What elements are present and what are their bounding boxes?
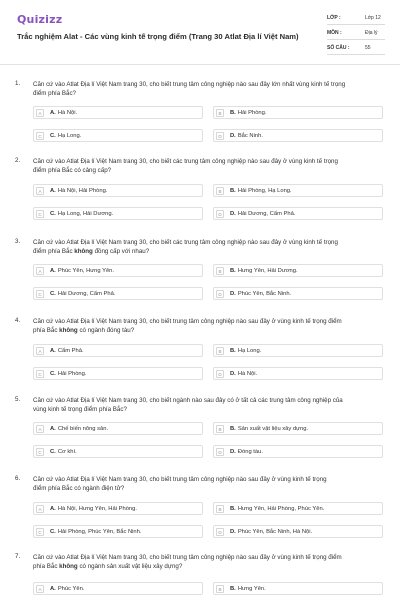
question-line: phía Bắc không có ngành sản xuất vật liệu xây dựng? — [33, 563, 183, 570]
question-line: vùng kinh tế trọng điểm phía Bắc? — [33, 406, 127, 413]
question-number: 1. — [15, 80, 21, 87]
question-line: điểm phía Bắc có cảng cấp? — [33, 167, 112, 174]
question-number: 2. — [15, 157, 21, 164]
divider — [327, 39, 385, 40]
option-label: D. Đóng tàu. — [230, 449, 263, 455]
question-number: 3. — [15, 238, 21, 245]
option-letter: A — [36, 505, 44, 513]
option-letter: D — [216, 448, 224, 456]
option-label: A. Phúc Yên, Hưng Yên. — [50, 268, 115, 274]
option-label: C. Hải Dương, Cẩm Phả. — [50, 291, 116, 297]
option-a[interactable] — [33, 422, 203, 435]
option-letter: A — [36, 347, 44, 355]
option-d[interactable] — [213, 367, 383, 380]
meta-grade — [327, 14, 385, 25]
question-line: Căn cứ vào Atlat Địa lí Việt Nam trang 30, cho biết ngành nào sau đây có ở tất cả các trung tâm công nghiệp của — [33, 397, 343, 404]
option-label: A. Hà Nội, Hải Phòng. — [50, 188, 108, 194]
divider — [327, 24, 385, 25]
option-a[interactable] — [33, 502, 203, 515]
option-c[interactable] — [33, 129, 203, 142]
meta-value: Địa lý — [365, 30, 378, 36]
meta-value: 55 — [365, 45, 371, 51]
option-letter: D — [216, 132, 224, 140]
question-line: Căn cứ vào Atlat Địa lí Việt Nam trang 30, cho biết trung tâm công nghiệp nào sau đây ở vùng kinh tế trọng điểm — [33, 318, 342, 325]
option-letter: D — [216, 528, 224, 536]
question-text — [33, 80, 378, 98]
option-letter: A — [36, 425, 44, 433]
option-label: D. Phúc Yên, Bắc Ninh, Hà Nội. — [230, 529, 313, 535]
option-label: C. Cơ khí. — [50, 449, 77, 455]
meta-label: SỐ CÂU : — [327, 45, 350, 51]
option-b[interactable] — [213, 582, 383, 595]
meta-question-count — [327, 44, 385, 55]
question-line: Căn cứ vào Atlat Địa lí Việt Nam trang 30, cho biết các trung tâm công nghiệp nào sau đây ở vùng kinh tế trọng — [33, 239, 338, 246]
option-a[interactable] — [33, 264, 203, 277]
option-c[interactable] — [33, 525, 203, 538]
question-line: điểm phía Bắc không đồng cấp với nhau? — [33, 248, 150, 255]
question-line: phía Bắc không có ngành đóng tàu? — [33, 327, 135, 334]
option-letter: A — [36, 187, 44, 195]
question-line: Căn cứ vào Atlat Địa lí Việt Nam trang 30, cho biết trung tâm công nghiệp nào sau đây lớn nhất vùng kinh tế trọng — [33, 81, 346, 88]
question-line: Căn cứ vào Atlat Địa lí Việt Nam trang 30, cho biết trung tâm công nghiệp nào sau đây ở vùng kinh tế trọng điểm — [33, 554, 342, 561]
option-label: B. Hưng Yên, Hải Phòng, Phúc Yên. — [230, 506, 325, 512]
option-letter: C — [36, 370, 44, 378]
question-number: 6. — [15, 475, 21, 482]
question-line: Căn cứ vào Atlat Địa lí Việt Nam trang 30, cho biết trung tâm công nghiệp nào sau đây ở vùng kinh tế trọng — [33, 476, 327, 483]
question-line: điểm phía Bắc? — [33, 90, 76, 97]
option-a[interactable] — [33, 184, 203, 197]
option-label: B. Hưng Yên. — [230, 586, 266, 592]
question-text — [33, 553, 378, 571]
meta-value: Lớp 12 — [365, 15, 381, 21]
meta-subject — [327, 29, 385, 40]
option-letter: B — [216, 505, 224, 513]
option-label: D. Hải Dương, Cẩm Phả. — [230, 211, 296, 217]
option-b[interactable] — [213, 106, 383, 119]
option-letter: D — [216, 210, 224, 218]
option-letter: A — [36, 585, 44, 593]
option-label: A. Chế biến nông sản. — [50, 426, 109, 432]
question-number: 4. — [15, 317, 21, 324]
option-d[interactable] — [213, 287, 383, 300]
option-label: B. Sản xuất vật liệu xây dựng. — [230, 426, 309, 432]
option-letter: B — [216, 585, 224, 593]
option-label: A. Cẩm Phả. — [50, 348, 84, 354]
option-c[interactable] — [33, 207, 203, 220]
option-label: C. Hải Phòng, Phúc Yên, Bắc Ninh. — [50, 529, 142, 535]
option-letter: C — [36, 528, 44, 536]
option-d[interactable] — [213, 129, 383, 142]
divider — [327, 54, 385, 55]
question-line: Căn cứ vào Atlat Địa lí Việt Nam trang 30, cho biết các trung tâm công nghiệp nào sau đây ở vùng kinh tế trọng — [33, 158, 338, 165]
option-letter: A — [36, 109, 44, 117]
option-b[interactable] — [213, 422, 383, 435]
option-a[interactable] — [33, 344, 203, 357]
option-letter: C — [36, 290, 44, 298]
option-label: B. Hưng Yên, Hải Dương. — [230, 268, 298, 274]
meta-label: LỚP : — [327, 15, 341, 21]
option-label: C. Hạ Long, Hải Dương. — [50, 211, 114, 217]
option-letter: C — [36, 210, 44, 218]
option-b[interactable] — [213, 344, 383, 357]
option-letter: B — [216, 187, 224, 195]
quizizz-logo: Quizizz — [17, 13, 63, 26]
option-d[interactable] — [213, 445, 383, 458]
option-a[interactable] — [33, 582, 203, 595]
option-c[interactable] — [33, 367, 203, 380]
option-label: C. Hải Phòng. — [50, 371, 87, 377]
question-line: điểm phía Bắc có ngành điện tử? — [33, 485, 125, 492]
question-text — [33, 396, 378, 414]
option-label: D. Hà Nội. — [230, 371, 258, 377]
question-number: 7. — [15, 553, 21, 560]
option-label: C. Hạ Long. — [50, 133, 82, 139]
question-text — [33, 317, 378, 335]
option-letter: D — [216, 370, 224, 378]
option-letter: D — [216, 290, 224, 298]
question-text — [33, 475, 378, 493]
option-a[interactable] — [33, 106, 203, 119]
question-number: 5. — [15, 396, 21, 403]
option-b[interactable] — [213, 264, 383, 277]
option-letter: B — [216, 109, 224, 117]
meta-label: MÔN : — [327, 30, 342, 36]
option-letter: B — [216, 425, 224, 433]
option-letter: C — [36, 132, 44, 140]
worksheet-header — [0, 0, 400, 65]
option-label: A. Phúc Yên. — [50, 586, 85, 592]
option-label: A. Hà Nội. — [50, 110, 78, 116]
option-letter: B — [216, 347, 224, 355]
question-text — [33, 238, 378, 256]
option-d[interactable] — [213, 207, 383, 220]
question-text — [33, 157, 378, 175]
option-c[interactable] — [33, 445, 203, 458]
option-letter: B — [216, 267, 224, 275]
option-label: B. Hải Phòng. — [230, 110, 267, 116]
option-b[interactable] — [213, 184, 383, 197]
option-b[interactable] — [213, 502, 383, 515]
option-d[interactable] — [213, 525, 383, 538]
option-letter: A — [36, 267, 44, 275]
option-letter: C — [36, 448, 44, 456]
option-c[interactable] — [33, 287, 203, 300]
option-label: B. Hải Phòng, Hạ Long. — [230, 188, 292, 194]
worksheet-title: Trắc nghiệm Alat - Các vùng kinh tế trọng điểm (Trang 30 Atlat Địa lí Việt Nam) — [17, 32, 299, 41]
option-label: D. Phúc Yên, Bắc Ninh. — [230, 291, 292, 297]
option-label: A. Hà Nội, Hưng Yên, Hải Phòng. — [50, 506, 137, 512]
option-label: D. Bắc Ninh. — [230, 133, 263, 139]
option-label: B. Hạ Long. — [230, 348, 262, 354]
